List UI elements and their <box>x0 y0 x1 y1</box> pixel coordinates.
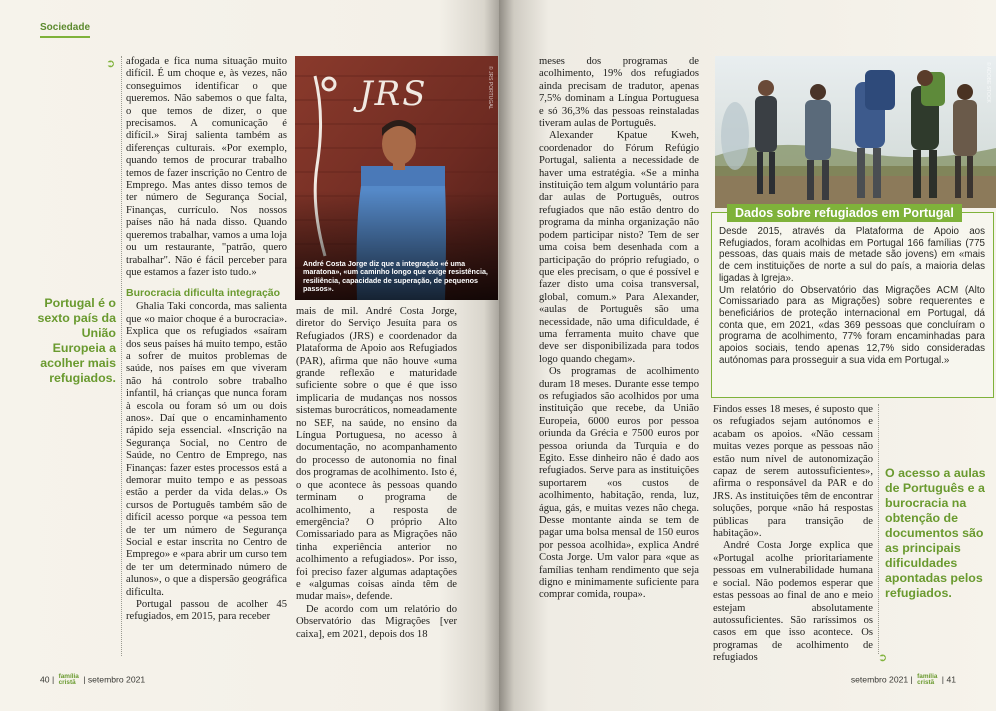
section-rule <box>40 36 90 38</box>
folio-left: 40 | família cristã | setembro 2021 <box>40 673 146 687</box>
pull-quote: O acesso a aulas de Português e a burocracia na obtenção de documentos são as principais dificuldades apontadas pelos refugiados. <box>885 466 986 600</box>
info-box-title: Dados sobre refugiados em Portugal <box>727 204 962 222</box>
info-box-paragraph: Desde 2015, através da Plataforma de Apoio aos Refugiados, foram acolhidas em Portugal 166 famílias (775 pessoas, das quais mais de metade são jovens) em «mais de cem instituições de norte a sul do país, a maioria delas ligadas à Igreja». <box>719 226 985 284</box>
paragraph: mais de mil. André Costa Jorge, diretor do Serviço Jesuíta para os Refugiados (JRS) e coordenador da Plataforma de Apoio aos Refugiados (PAR), afirma que não houve «uma grande reflexão e maturidade suficiente sobre o que é que isso implicaria de mudanças nos nossos sistemas burocráticos, nomeadamente no SEF, na saúde, no ensino da Língua Portuguesa, no acesso à documentação, no acompanhamento do processo de autonomia no final dos programas de acolhimento. Isto é, o que acontece às pessoas quando terminam o programa de acolhimento, a resposta de emergência? O próprio Alto Comissariado para as Migrações não tinha experiência anterior no acolhimento a refugiados». Por isso, foi preciso fazer algumas adaptações e «algumas coisas ainda têm de mudar mais», defende. <box>296 306 457 603</box>
paragraph: meses dos programas de acolhimento, 19% dos refugiados ainda precisam de tradutor, apenas 7,5% dominam a Língua Portuguesa e só 36,3% das pessoas reinstaladas tiveram aulas de Português. <box>539 56 699 130</box>
paragraph: André Costa Jorge explica que «Portugal acolhe prioritariamente pessoas em vulnerabilidade humana e social. Não podemos esperar que estas pessoas ao final de ano e meio estejam absolutamente autossuficientes. São raríssimos os casos em que isso acontece. Os programas de acolhimento de refugiados <box>713 540 873 664</box>
subheading: Burocracia dificulta integração <box>126 287 281 300</box>
issue-date: setembro 2021 <box>87 674 146 685</box>
section-tag: Sociedade <box>40 22 91 33</box>
continuation-arrow-icon: ➲ <box>878 651 888 664</box>
magazine-logo: família cristã <box>917 673 938 687</box>
info-box-body <box>719 226 985 366</box>
paragraph: Os programas de acolhimento duram 18 meses. Durante esse tempo os refugiados são acolhidos por uma instituição que recebe, da União Europeia, 6000 euros por pessoa oriunda da Grécia e 7500 euros por pessoa oriunda da Turquia e do Egito. Esse dinheiro não é dado aos refugiados. Serve para as instituições suportarem «os custos de acolhimento, habitação, renda, luz, água, gás, e muitas vezes não chega. Desse montante ainda se tem de pagar uma bolsa mensal de 150 euros por pessoa acolhida», explica André Costa Jorge. Um valor para «que as famílias tenham rendimento que seja digno e minimamente suficiente para comprar comida, roupa». <box>539 366 699 601</box>
left-column-1 <box>126 56 287 624</box>
pull-quote: Portugal é o sexto país da União Europeia a acolher mais refugiados. <box>37 296 116 385</box>
right-page <box>499 0 996 711</box>
photo-credit: © JRS PORTUGAL <box>487 66 493 110</box>
right-column-1 <box>539 56 699 602</box>
photo-caption: André Costa Jorge diz que a integração «é uma maratona», «um caminho longo que exige resistência, resiliência, capacidade de superação, de pequenos passos». <box>303 259 488 294</box>
page-number: 41 <box>946 674 956 685</box>
refugees-illustration <box>715 56 996 208</box>
left-column-2 <box>296 306 457 641</box>
paragraph: Ghalia Taki concorda, mas salienta que «o maior choque é a burocracia». Explica que os refugiados «saíram dos seus países há muito tempo, estão a sofrer de muitos problemas de saúde, nos países em que viveram não há controlo sobre trabalho infantil, há crianças que nunca foram à escola ou foram só um ou dois anos». Daí que o encaminhamento rápido seja essencial. «Inscrição na Segurança Social, no Centro de Saúde, no Centro de Emprego, nas Finanças: fazer estes processos está a demorar muito tempo e as pessoas estão a perder da vida delas.» Os cursos de Português também são de difícil acesso porque «a pessoa tem de ter um número de Segurança Social e estar inscrita no Centro de Emprego» e «para abrir um curso tem de ter um determinado número de alunos», o que a dispersão geográfica dificulta. <box>126 301 287 598</box>
page-number: 40 <box>40 674 50 685</box>
paragraph: De acordo com um relatório do Observatório das Migrações [ver caixa], em 2021, depois dos 18 <box>296 603 457 640</box>
paragraph: Findos esses 18 meses, é suposto que os refugiados sejam autónomos e acabam os apoios. «Não cessam muitas vezes porque as pessoas não estão num nível de autonomização capaz de serem autossuficientes», afirma o responsável da PAR e do JRS. As instituições têm de encontrar soluções, porque «não há respostas públicas para transição de habitação». <box>713 404 873 540</box>
photo-andre-costa-jorge <box>295 56 498 300</box>
paragraph: Alexander Kpatue Kweh, coordenador do Fórum Refúgio Portugal, salienta a necessidade de haver uma estratégia. «Se a minha instituição tem algum voluntário para dar aulas de Português, outros refugiados que não estão dentro do programa da minha organização não podem participar nisto? Tem de ser uma coisa bem desenhada com a participação do próprio refugiado, o que eles precisam, o que é possível e fazer disto uma coisa transversal, global, comum.» Para Alexander, «aulas de Português são uma necessidade, não uma dificuldade, é uma ferramenta muito chave que deve ser disponibilizada para todos logo quando chegam». <box>539 130 699 365</box>
issue-date: setembro 2021 <box>850 674 909 685</box>
right-column-2 <box>713 404 873 665</box>
photo-credit: © ADOBE STOCK <box>985 62 991 103</box>
photo-refugees-walking <box>715 56 996 208</box>
folio-right: setembro 2021 | família cristã | 41 <box>850 673 956 687</box>
column-divider <box>878 404 879 654</box>
magazine-logo: família cristã <box>58 673 79 687</box>
continuation-arrow-icon: ➲ <box>106 57 116 70</box>
column-divider <box>121 56 122 656</box>
paragraph: Portugal passou de acolher 45 refugiados, em 2015, para receber <box>126 599 287 623</box>
paragraph: afogada e fica numa situação muito difícil. É um choque e, às vezes, não conseguimos identificar o que queremos. Não sabemos o que falta, o que temos de dizer, o que precisamos. A comunicação é difícil.» Siraj salienta também as diferenças culturais. «Por exemplo, quando temos de procurar trabalho temos de fazer inscrição no Centro de Emprego. Mas antes disso temos de ter número de Segurança Social, Finanças, currículo. Nos nossos países não há nada disso. Quando queremos trabalhar, vamos a uma loja ou um restaurante, "patrão, quero trabalhar". Não é fácil perceber para que estamos a fazer isto tudo.» <box>126 56 287 278</box>
info-box-paragraph: Um relatório do Observatório das Migrações ACM (Alto Comissariado para as Migrações) sobre requerentes e beneficiários de proteção internacional em Portugal, dá conta que, em 2021, «das 369 pessoas que concluíram o programa de acolhimento, 77% foram encaminhadas para apoios sociais, tendo apenas 12,7% sido consideradas autónomas para prosseguir a sua vida em Portugal.» <box>719 284 985 366</box>
jrs-sign: JRS <box>359 74 428 114</box>
